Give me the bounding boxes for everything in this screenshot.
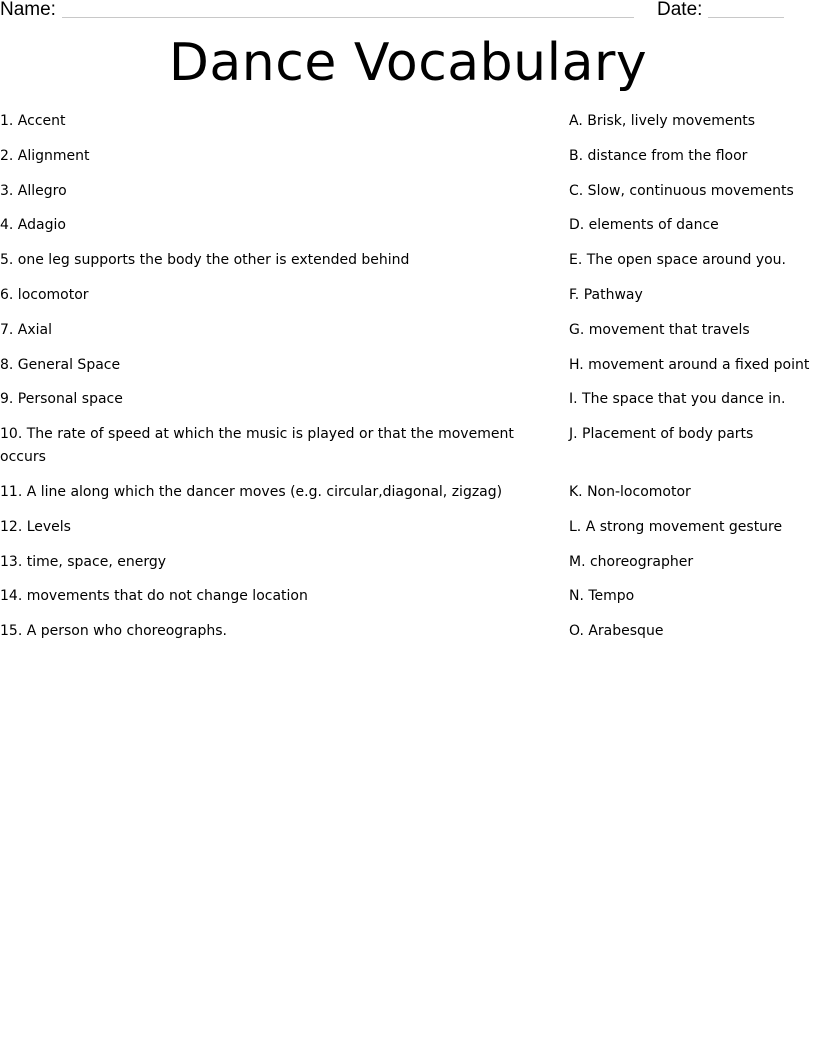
definition-item: K. Non-locomotor [569, 483, 691, 500]
definition-item: G. movement that travels [569, 321, 750, 338]
name-blank-line [62, 17, 634, 18]
term-item: 8. General Space [0, 356, 121, 373]
term-item: 1. Accent [0, 113, 66, 129]
term-item: 14. movements that do not change location [0, 588, 308, 605]
definition-item: N. Tempo [569, 588, 635, 605]
term-item: 12. Levels [0, 518, 71, 535]
definition-item: E. The open space around you. [569, 252, 786, 269]
definition-item: B. distance from the floor [569, 147, 748, 164]
definition-item: A. Brisk, lively movements [569, 113, 756, 129]
term-item: 11. A line along which the dancer moves (e.g. circular,diagonal, zigzag) [0, 483, 503, 500]
date-label: Date: [657, 0, 703, 20]
term-item: 13. time, space, energy [0, 553, 166, 570]
worksheet-header [0, 0, 816, 22]
term-item: 5. one leg supports the body the other is extended behind [0, 252, 410, 269]
page-title: Dance Vocabulary [168, 33, 648, 93]
definition-item: F. Pathway [569, 286, 643, 303]
definition-item: L. A strong movement gesture [569, 518, 783, 535]
date-blank-line [708, 17, 784, 18]
term-item: 6. locomotor [0, 286, 89, 303]
definition-item: I. The space that you dance in. [569, 391, 786, 408]
term-item: 10. The rate of speed at which the music is played or that the movement occurs [0, 426, 514, 466]
definition-item: O. Arabesque [569, 623, 664, 640]
name-label: Name: [0, 0, 56, 20]
definition-list [569, 110, 816, 655]
term-list [0, 110, 545, 655]
term-item: 3. Allegro [0, 182, 67, 199]
term-item: 9. Personal space [0, 391, 123, 408]
definition-item: C. Slow, continuous movements [569, 182, 794, 199]
term-item: 15. A person who choreographs. [0, 623, 228, 640]
term-item: 2. Alignment [0, 147, 90, 164]
definition-item: J. Placement of body parts [569, 426, 754, 443]
definition-item: M. choreographer [569, 553, 694, 570]
definition-item: D. elements of dance [569, 217, 719, 234]
term-item: 7. Axial [0, 321, 53, 338]
term-item: 4. Adagio [0, 217, 66, 234]
definition-item: H. movement around a fixed point [569, 356, 810, 373]
